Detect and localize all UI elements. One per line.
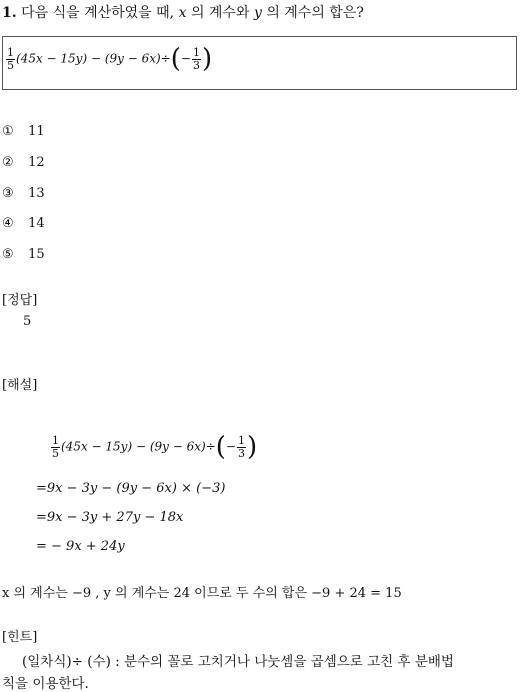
fraction-one-fifth: $\frac{1}{5}$ bbox=[52, 433, 59, 460]
option-marker: ③ bbox=[2, 186, 14, 201]
question-text-pre: 다음 식을 계산하였을 때, bbox=[21, 5, 175, 21]
explanation-step-3: = − 9x + 24y bbox=[36, 539, 125, 554]
explanation-conclusion: x 의 계수는 −9 , y 의 계수는 24 이므로 두 수의 합은 −9 + 24 = 15 bbox=[2, 586, 402, 601]
option-marker: ② bbox=[2, 155, 14, 170]
right-paren: ) bbox=[201, 44, 213, 74]
option-value: 13 bbox=[28, 186, 45, 201]
question-text-post: 의 계수의 합은? bbox=[266, 5, 364, 21]
option-1[interactable] bbox=[2, 124, 45, 139]
left-paren: ( bbox=[170, 44, 181, 74]
option-marker: ① bbox=[2, 124, 14, 139]
expression-part1: (45x − 15y) − (9y − 6x)÷ bbox=[61, 439, 216, 454]
hint-line-2: 칙을 이용한다. bbox=[2, 676, 89, 692]
neg-sign: − bbox=[225, 439, 236, 454]
option-5[interactable] bbox=[2, 247, 45, 262]
option-2[interactable] bbox=[2, 155, 45, 170]
explanation-label: [해설] bbox=[2, 378, 38, 393]
hint-label: [힌트] bbox=[2, 630, 38, 645]
explanation-step-2: =9x − 3y + 27y − 18x bbox=[36, 510, 184, 525]
option-value: 12 bbox=[28, 155, 45, 170]
option-value: 14 bbox=[28, 216, 45, 231]
answer-label: [정답] bbox=[2, 293, 38, 308]
fraction-one-third: $\frac{1}{3}$ bbox=[192, 45, 200, 72]
expression bbox=[5, 46, 212, 72]
neg-sign: − bbox=[180, 51, 191, 66]
option-marker: ④ bbox=[2, 216, 14, 231]
option-3[interactable] bbox=[2, 186, 45, 201]
option-4[interactable] bbox=[2, 216, 45, 231]
question-var-y: y bbox=[253, 5, 262, 21]
question bbox=[2, 2, 364, 22]
explanation-step-1: =9x − 3y − (9y − 6x) × (−3) bbox=[36, 481, 226, 496]
option-value: 15 bbox=[28, 247, 45, 262]
question-text-mid: 의 계수와 bbox=[190, 5, 250, 21]
question-var-x: x bbox=[178, 5, 187, 21]
option-value: 11 bbox=[28, 124, 45, 139]
fraction-one-fifth: $\frac{1}{5}$ bbox=[7, 45, 14, 72]
expression-part1: (45x − 15y) − (9y − 6x)÷ bbox=[16, 51, 171, 66]
hint-line-1: (일차식)÷ (수) : 분수의 꼴로 고치거나 나눗셈을 곱셈으로 고친 후 분배법 bbox=[22, 654, 454, 670]
option-marker: ⑤ bbox=[2, 247, 14, 262]
left-paren: ( bbox=[215, 432, 226, 462]
fraction-one-third: $\frac{1}{3}$ bbox=[237, 433, 245, 460]
answer-value: 5 bbox=[23, 314, 32, 329]
right-paren: ) bbox=[246, 432, 258, 462]
question-number: 1. bbox=[2, 5, 17, 21]
explanation-expression bbox=[50, 434, 257, 460]
